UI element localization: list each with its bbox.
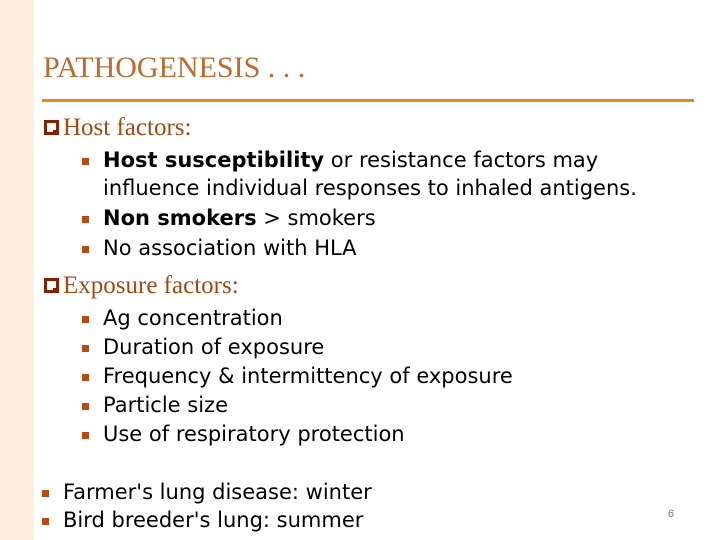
square-bullet-icon — [82, 403, 89, 410]
host-item-bold: Non smokers — [103, 206, 257, 230]
exposure-item-text: Ag concentration — [103, 306, 283, 330]
square-bullet-icon — [82, 316, 89, 323]
exposure-item-text: Duration of exposure — [103, 335, 325, 359]
host-item-text: or resistance factors may — [324, 148, 599, 172]
left-accent-bar — [0, 0, 34, 540]
title-underline — [42, 99, 694, 102]
checkbox-bullet-icon — [44, 278, 59, 293]
slide-title: PATHOGENESIS . . . — [43, 51, 306, 84]
host-item-line2: influence individual responses to inhaled antigens. — [103, 176, 637, 200]
seasonal-item-text: Bird breeder's lung: summer — [63, 508, 364, 532]
exposure-item-text: Use of respiratory protection — [103, 422, 405, 446]
host-factors-heading-text: Host factors: — [63, 114, 192, 141]
square-bullet-icon — [82, 345, 89, 352]
seasonal-item-text: Farmer's lung disease: winter — [63, 480, 372, 504]
square-bullet-icon — [82, 216, 89, 223]
square-bullet-icon — [42, 518, 49, 525]
checkbox-bullet-icon — [44, 120, 59, 135]
square-bullet-icon — [82, 158, 89, 165]
square-bullet-icon — [82, 432, 89, 439]
exposure-factors-heading-text: Exposure factors: — [63, 272, 239, 299]
host-item-text: > smokers — [256, 206, 376, 230]
host-item-text: No association with HLA — [103, 236, 357, 260]
exposure-item-text: Particle size — [103, 393, 228, 417]
square-bullet-icon — [42, 490, 49, 497]
host-item-bold: Host susceptibility — [103, 148, 325, 172]
square-bullet-icon — [82, 374, 89, 381]
square-bullet-icon — [82, 246, 89, 253]
page-number: 6 — [668, 508, 675, 520]
exposure-item-text: Frequency & intermittency of exposure — [103, 364, 513, 388]
exposure-factors-heading — [44, 272, 239, 300]
host-factors-heading — [44, 114, 191, 142]
